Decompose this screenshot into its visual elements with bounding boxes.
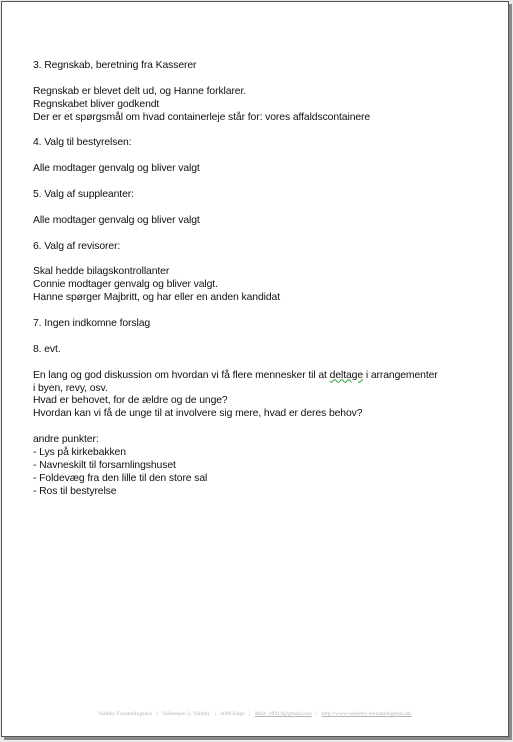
- section-accounts-content: [33, 86, 493, 125]
- section-auditors: [33, 241, 493, 254]
- page-footer: [2, 711, 508, 717]
- spellcheck-marked-word: deltage: [329, 369, 364, 381]
- list-item: - Navneskilt til forsamlingshuset: [33, 459, 176, 471]
- footer-city: 4600 Køge: [220, 711, 245, 717]
- section-heading: 3. Regnskab, beretning fra Kasserer: [33, 60, 197, 71]
- list-item: - Lys på kirkebakken: [33, 447, 126, 459]
- section-substitutes-content: [33, 215, 493, 228]
- section-other: [33, 434, 493, 499]
- paragraph-line: [33, 370, 493, 383]
- discussion-text-end: i arrangementer: [363, 369, 438, 381]
- section-heading: 8. evt.: [33, 343, 61, 355]
- paragraph-line: Regnskabet bliver godkendt: [33, 98, 160, 110]
- section-board: [33, 137, 493, 150]
- footer-separator: |: [214, 711, 216, 717]
- list-item: - Ros til bestyrelse: [33, 485, 117, 497]
- footer-separator: |: [156, 711, 158, 717]
- section-heading: 6. Valg af revisorer:: [33, 240, 121, 252]
- footer-address: Valløvejen 2, Valløby: [161, 711, 211, 717]
- paragraph-line: Connie modtager genvalg og bliver valgt.: [33, 279, 218, 291]
- paragraph-line: Hanne spørger Majbritt, og har eller en anden kandidat: [33, 292, 281, 304]
- footer-separator: |: [316, 711, 318, 717]
- list-item: - Foldevæg fra den lille til den store sal: [33, 472, 208, 484]
- paragraph-line: Regnskab er blevet delt ud, og Hanne forklarer.: [33, 85, 247, 97]
- paragraph-line: Hvad er behovet, for de ældre og de unge?: [33, 395, 228, 407]
- footer-org: Valløby Forsamlingshus: [97, 711, 153, 717]
- paragraph-line: Alle modtager genvalg og bliver valgt: [33, 163, 200, 175]
- footer-website-link[interactable]: http://www.valloeby-forsamlingshus.dk/: [321, 711, 413, 717]
- section-misc: [33, 344, 493, 357]
- paragraph-line: Skal hedde bilagskontrollanter: [33, 266, 170, 278]
- section-heading: 4. Valg til bestyrelsen:: [33, 137, 132, 149]
- discussion-text-start: En lang og god diskussion om hvordan vi få flere mennesker til at: [33, 369, 330, 381]
- section-accounts: [33, 60, 493, 73]
- section-proposals: [33, 318, 493, 331]
- paragraph-line: i byen, revy, osv.: [33, 382, 108, 394]
- paragraph-line: Der er et spørgsmål om hvad containerleje står for: vores affaldscontainere: [33, 111, 371, 123]
- document-page: [1, 1, 509, 737]
- section-substitutes: [33, 189, 493, 202]
- paragraph-line: Hvordan kan vi få de unge til at involvere sig mere, hvad er deres behov?: [33, 408, 363, 420]
- section-board-content: [33, 163, 493, 176]
- section-heading: andre punkter:: [33, 434, 99, 446]
- section-heading: 5. Valg af suppleanter:: [33, 189, 134, 200]
- footer-separator: |: [249, 711, 251, 717]
- minutes-body: [33, 60, 493, 512]
- section-misc-content: [33, 370, 493, 422]
- paragraph-line: Alle modtager genvalg og bliver valgt: [33, 214, 200, 226]
- footer-mail-link[interactable]: Mail: vfl914@gmail.com: [254, 711, 312, 717]
- section-auditors-content: [33, 266, 493, 305]
- section-heading: 7. Ingen indkomne forslag: [33, 318, 151, 329]
